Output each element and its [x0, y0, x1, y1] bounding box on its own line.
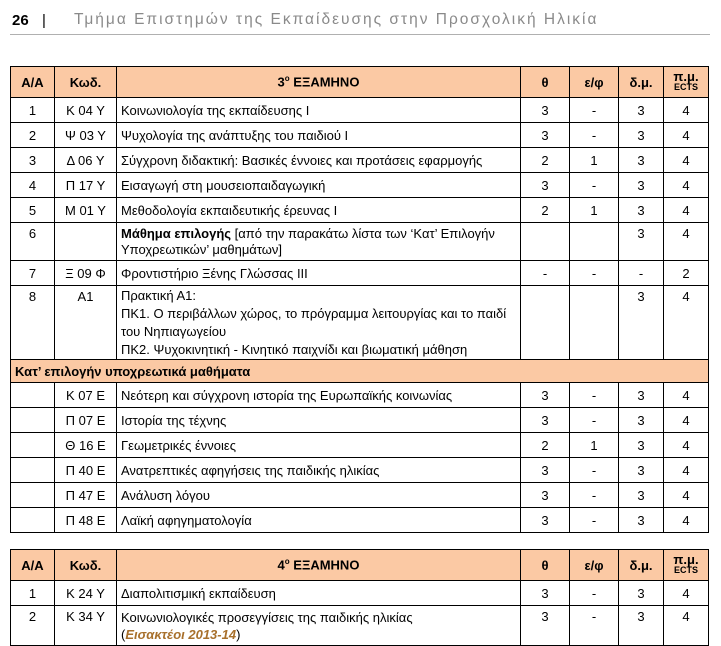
table-row: [11, 458, 709, 483]
table-row: [11, 581, 709, 606]
course-code: Α1: [55, 286, 117, 360]
ects-credits: 4: [664, 508, 709, 533]
course-code: Π 17 Υ: [55, 173, 117, 198]
exercise-hours: -: [570, 173, 619, 198]
course-title: Μεθοδολογία εκπαιδευτικής έρευνας Ι: [117, 198, 521, 223]
col-exercise: ε/φ: [570, 67, 619, 98]
course-title: Ανατρεπτικές αφηγήσεις της παιδικής ηλικίας: [117, 458, 521, 483]
exercise-hours: -: [570, 383, 619, 408]
teaching-units: 3: [619, 458, 664, 483]
teaching-units: 3: [619, 286, 664, 360]
course-title: Κοινωνιολογικές προσεγγίσεις της παιδικής ηλικίας (Εισακτέοι 2013-14): [117, 606, 521, 646]
course-title: Κοινωνιολογία της εκπαίδευσης Ι: [117, 98, 521, 123]
ects-credits: 4: [664, 286, 709, 360]
row-number: [11, 433, 55, 458]
page-number: 26: [12, 12, 29, 29]
course-code: Μ 01 Υ: [55, 198, 117, 223]
page-title: Τμήμα Επιστημών της Εκπαίδευσης στην Προσχολική Ηλικία: [74, 11, 599, 28]
teaching-units: 3: [619, 508, 664, 533]
course-title: Ιστορία της τέχνης: [117, 408, 521, 433]
theory-hours: 3: [521, 408, 570, 433]
row-number: 1: [11, 98, 55, 123]
col-teaching-units: δ.μ.: [619, 67, 664, 98]
teaching-units: 3: [619, 173, 664, 198]
col-code: Κωδ.: [55, 550, 117, 581]
table-row: [11, 606, 709, 646]
row-number: [11, 383, 55, 408]
table-row: [11, 508, 709, 533]
table-row: [11, 198, 709, 223]
exercise-hours: -: [570, 98, 619, 123]
ects-credits: 4: [664, 433, 709, 458]
course-code: Ξ 09 Φ: [55, 261, 117, 286]
course-code: Π 40 Ε: [55, 458, 117, 483]
theory-hours: 3: [521, 173, 570, 198]
ects-credits: 4: [664, 408, 709, 433]
teaching-units: -: [619, 261, 664, 286]
course-title: Ψυχολογία της ανάπτυξης του παιδιού Ι: [117, 123, 521, 148]
course-code: Κ 07 Ε: [55, 383, 117, 408]
theory-hours: [521, 286, 570, 360]
ects-credits: 4: [664, 383, 709, 408]
exercise-hours: [570, 223, 619, 261]
ects-credits: 4: [664, 483, 709, 508]
row-number: 2: [11, 123, 55, 148]
row-number: 3: [11, 148, 55, 173]
theory-hours: -: [521, 261, 570, 286]
exercise-hours: [570, 286, 619, 360]
teaching-units: 3: [619, 123, 664, 148]
teaching-units: 3: [619, 581, 664, 606]
table-header-row: [11, 550, 709, 581]
exercise-hours: -: [570, 408, 619, 433]
ects-credits: 4: [664, 581, 709, 606]
table-row: [11, 261, 709, 286]
theory-hours: 3: [521, 458, 570, 483]
row-number: [11, 508, 55, 533]
exercise-hours: -: [570, 123, 619, 148]
teaching-units: 3: [619, 483, 664, 508]
theory-hours: 3: [521, 581, 570, 606]
course-title: Πρακτική Α1: ΠΚ1. Ο περιβάλλων χώρος, το πρόγραμμα λειτουργίας και το παιδί του Νηπιαγωγείου ΠΚ2. Ψυχοκινητική - Κινητικό παιχνίδι και βιωματική μάθηση: [117, 286, 521, 360]
course-title: Λαϊκή αφηγηματολογία: [117, 508, 521, 533]
row-number: 5: [11, 198, 55, 223]
ects-credits: 4: [664, 148, 709, 173]
theory-hours: 3: [521, 123, 570, 148]
row-number: 8: [11, 286, 55, 360]
table-row: [11, 173, 709, 198]
course-title: Εισαγωγή στη μουσειοπαιδαγωγική: [117, 173, 521, 198]
col-aa: Α/Α: [11, 550, 55, 581]
table-row: [11, 483, 709, 508]
course-title: Διαπολιτισμική εκπαίδευση: [117, 581, 521, 606]
course-code: Π 07 Ε: [55, 408, 117, 433]
ects-credits: 4: [664, 458, 709, 483]
ects-credits: 4: [664, 606, 709, 646]
exercise-hours: 1: [570, 148, 619, 173]
theory-hours: [521, 223, 570, 261]
col-code: Κωδ.: [55, 67, 117, 98]
theory-hours: 3: [521, 508, 570, 533]
teaching-units: 3: [619, 408, 664, 433]
exercise-hours: -: [570, 261, 619, 286]
semester-3-title: $3^o$ ΕΞΑΜΗΝΟ: [117, 67, 521, 98]
theory-hours: 2: [521, 198, 570, 223]
exercise-hours: -: [570, 483, 619, 508]
course-code: Π 48 Ε: [55, 508, 117, 533]
col-theory: θ: [521, 67, 570, 98]
course-title: Ανάλυση λόγου: [117, 483, 521, 508]
col-ects: π.μ. ECTS: [664, 67, 709, 98]
col-theory: θ: [521, 550, 570, 581]
course-code: [55, 223, 117, 261]
row-number: 2: [11, 606, 55, 646]
row-number: 4: [11, 173, 55, 198]
theory-hours: 3: [521, 606, 570, 646]
course-code: Κ 34 Υ: [55, 606, 117, 646]
course-title: Νεότερη και σύγχρονη ιστορία της Ευρωπαϊκής κοινωνίας: [117, 383, 521, 408]
page-header: [10, 8, 710, 35]
row-number: [11, 483, 55, 508]
header-separator: |: [42, 12, 46, 29]
exercise-hours: -: [570, 581, 619, 606]
teaching-units: 3: [619, 223, 664, 261]
course-code: Δ 06 Υ: [55, 148, 117, 173]
exercise-hours: -: [570, 606, 619, 646]
course-title: Μάθημα επιλογής [από την παρακάτω λίστα των ‘Κατ’ Επιλογήν Υποχρεωτικών’ μαθημάτων]: [117, 223, 521, 261]
teaching-units: 3: [619, 433, 664, 458]
elective-section-header: Κατ’ επιλογήν υποχρεωτικά μαθήματα: [11, 360, 709, 383]
course-code: Π 47 Ε: [55, 483, 117, 508]
row-number: 7: [11, 261, 55, 286]
table-row: [11, 408, 709, 433]
ects-credits: 2: [664, 261, 709, 286]
course-title: Σύγχρονη διδακτική: Βασικές έννοιες και προτάσεις εφαρμογής: [117, 148, 521, 173]
theory-hours: 3: [521, 98, 570, 123]
theory-hours: 2: [521, 433, 570, 458]
ects-credits: 4: [664, 173, 709, 198]
table-row: [11, 123, 709, 148]
teaching-units: 3: [619, 198, 664, 223]
col-ects: π.μ. ECTS: [664, 550, 709, 581]
table-row: [11, 383, 709, 408]
table-row: [11, 148, 709, 173]
theory-hours: 2: [521, 148, 570, 173]
semester-4-title: $4^o$ ΕΞΑΜΗΝΟ: [117, 550, 521, 581]
theory-hours: 3: [521, 483, 570, 508]
col-aa: Α/Α: [11, 67, 55, 98]
row-number: [11, 408, 55, 433]
course-title: Φροντιστήριο Ξένης Γλώσσας ΙΙΙ: [117, 261, 521, 286]
row-number: 1: [11, 581, 55, 606]
exercise-hours: 1: [570, 433, 619, 458]
table-row: [11, 433, 709, 458]
col-teaching-units: δ.μ.: [619, 550, 664, 581]
course-code: Κ 24 Υ: [55, 581, 117, 606]
teaching-units: 3: [619, 606, 664, 646]
col-exercise: ε/φ: [570, 550, 619, 581]
teaching-units: 3: [619, 98, 664, 123]
ects-credits: 4: [664, 123, 709, 148]
exercise-hours: 1: [570, 198, 619, 223]
ects-credits: 4: [664, 198, 709, 223]
table-row: [11, 223, 709, 261]
exercise-hours: -: [570, 508, 619, 533]
row-number: [11, 458, 55, 483]
course-code: Ψ 03 Υ: [55, 123, 117, 148]
ects-credits: 4: [664, 223, 709, 261]
theory-hours: 3: [521, 383, 570, 408]
course-code: Κ 04 Υ: [55, 98, 117, 123]
table-row: [11, 286, 709, 360]
exercise-hours: -: [570, 458, 619, 483]
teaching-units: 3: [619, 148, 664, 173]
course-code: Θ 16 Ε: [55, 433, 117, 458]
table-header-row: [11, 67, 709, 98]
semester-4-table: [10, 549, 709, 646]
table-row: [11, 98, 709, 123]
teaching-units: 3: [619, 383, 664, 408]
ects-credits: 4: [664, 98, 709, 123]
row-number: 6: [11, 223, 55, 261]
semester-3-table: [10, 66, 709, 533]
course-title: Γεωμετρικές έννοιες: [117, 433, 521, 458]
